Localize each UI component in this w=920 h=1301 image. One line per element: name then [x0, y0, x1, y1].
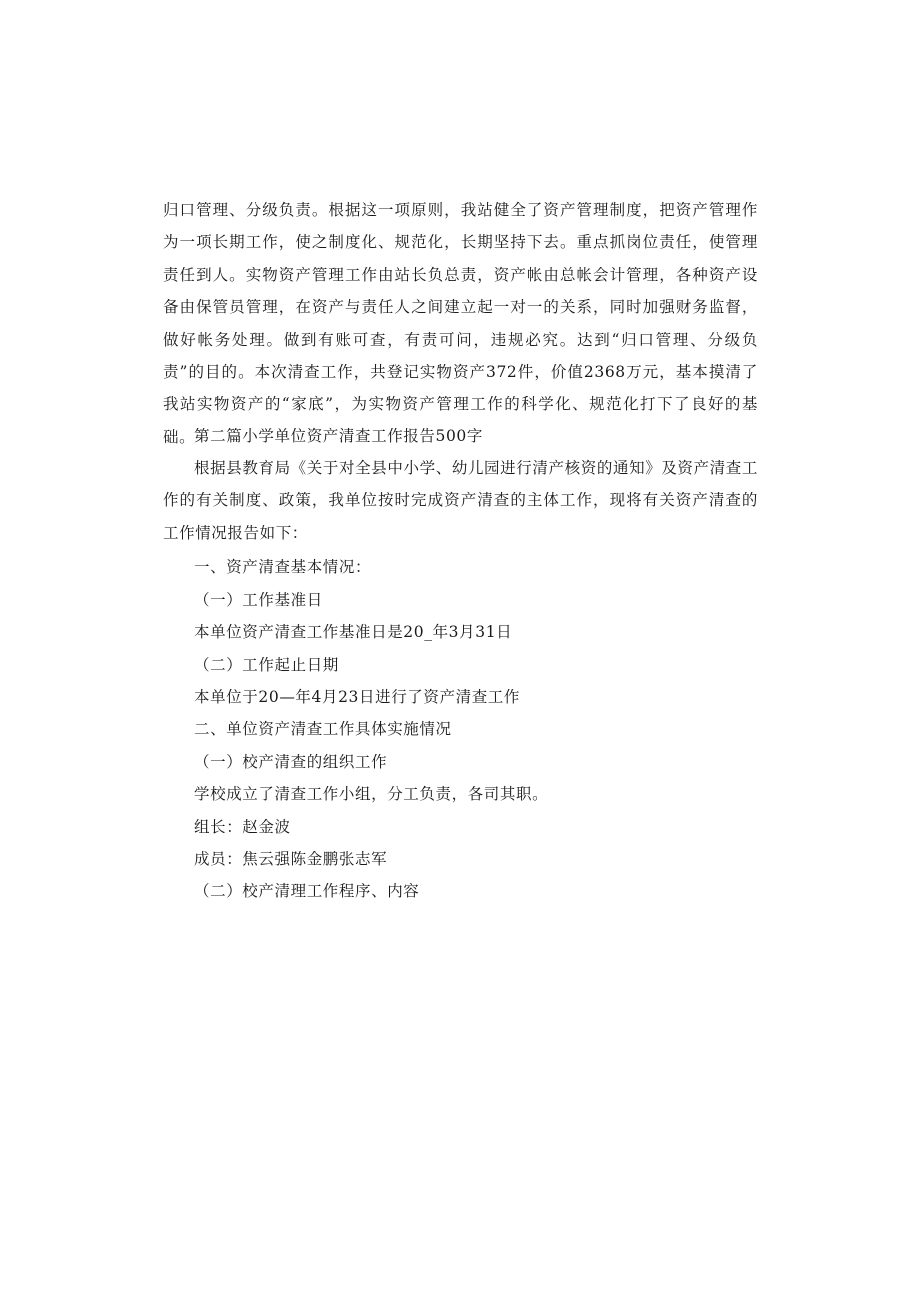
subheading-work-period: （二）工作起止日期 — [194, 656, 339, 674]
base-date-text: 本单位资产清查工作基准日是20_年3月31日 — [194, 623, 513, 641]
subheading-base-date: （一）工作基准日 — [194, 591, 323, 609]
group-leader-text: 组长：赵金波 — [194, 818, 291, 836]
work-period-text: 本单位于20—年4月23日进行了资产清查工作 — [194, 688, 521, 706]
subheading-procedure: （二）校产清理工作程序、内容 — [194, 882, 420, 900]
section-title: 第二篇小学单位资产清查工作报告500字 — [194, 427, 483, 445]
heading-basic-situation: 一、资产清查基本情况： — [194, 558, 372, 576]
heading-implementation: 二、单位资产清查工作具体实施情况 — [194, 720, 452, 738]
second-intro-paragraph: 根据县教育局《关于对全县中小学、幼儿园进行清产核资的通知》及资产清查工作的有关制度、政策，我单位按时完成资产清查的主体工作，现将有关资产清查的工作情况报告如下： — [163, 459, 758, 542]
intro-paragraph: 归口管理、分级负责。根据这一项原则，我站健全了资产管理制度，把资产管理作为一项长期工作，使之制度化、规范化，长期坚持下去。重点抓岗位责任，使管理责任到人。实物资产管理工作由站长负总责，资产帐由总帐会计管理，各种资产设备由保管员管理，在资产与责任人之间建立起一对一的关系，同时加强财务监督，做好帐务处理。做到有账可查，有责可问，违规必究。达到“归口管理、分级负责”的目的。本次清查工作，共登记实物资产372件，价值2368万元，基本摸清了我站实物资产的“家底”，为实物资产管理工作的科学化、规范化打下了良好的基础。 — [163, 201, 758, 446]
organization-text: 学校成立了清查工作小组，分工负责，各司其职。 — [194, 785, 549, 803]
group-members-text: 成员：焦云强陈金鹏张志军 — [194, 850, 388, 868]
subheading-organization: （一）校产清查的组织工作 — [194, 753, 388, 771]
